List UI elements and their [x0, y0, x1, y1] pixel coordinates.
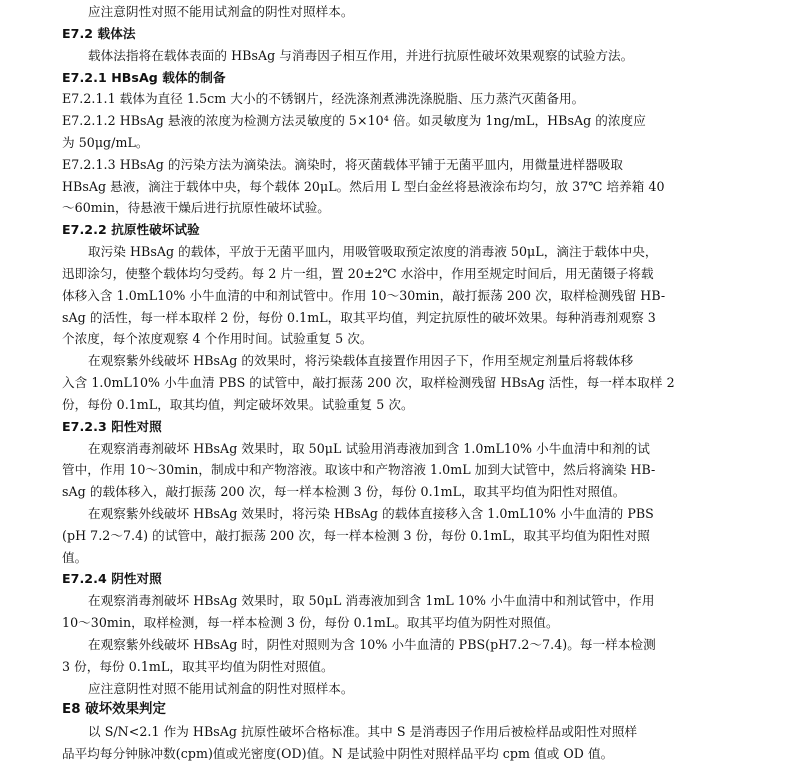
text-line: ～60min，待悬液干燥后进行抗原性破坏试验。 [62, 200, 330, 216]
text-line: 载体法指将在载体表面的 HBsAg 与消毒因子相互作用，并进行抗原性破坏效果观察的试验方法。 [88, 47, 634, 63]
text-line: 入含 1.0mL10% 小牛血清 PBS 的试管中，敲打振荡 200 次，取样检测残留 HBsAg 活性，每一样本取样 2 [62, 375, 675, 390]
text-line: 以 S/N<2.1 作为 HBsAg 抗原性破坏合格标准。其中 S 是消毒因子作用后被检样品或阳性对照样 [88, 724, 638, 740]
section-heading: E7.2.4 阴性对照 [62, 571, 162, 587]
text-line: 在观察紫外线破坏 HBsAg 效果时，将污染 HBsAg 的载体直接移入含 1.0mL10% 小牛血清的 PBS [88, 505, 654, 521]
text-line: 10～30min，取样检测，每一样本检测 3 份，每份 0.1mL。取其平均值为阴性对照值。 [62, 615, 559, 631]
text-line: sAg 的载体移入，敲打振荡 200 次，每一样本检测 3 份，每份 0.1mL，取其平均值为阳性对照值。 [62, 484, 626, 500]
text-line: 管中，作用 10～30min，制成中和产物溶液。取该中和产物溶液 1.0mL 加到大试管中，然后将滴染 HB- [62, 462, 656, 478]
section-heading: E8 破坏效果判定 [62, 702, 166, 718]
text-line: 迅即涂匀，使整个载体均匀受药。每 2 片一组，置 20±2℃ 水浴中，作用至规定时间后，用无菌镊子将载 [62, 265, 654, 281]
text-line: E7.2.1.1 载体为直径 1.5cm 大小的不锈钢片，经洗涤剂煮沸洗涤脱脂、压力蒸汽灭菌备用。 [62, 91, 585, 107]
text-line: 应注意阴性对照不能用试剂盒的阴性对照样本。 [88, 4, 354, 19]
text-line: 个浓度，每个浓度观察 4 个作用时间。试验重复 5 次。 [62, 331, 373, 347]
text-line: (pH 7.2～7.4) 的试管中，敲打振荡 200 次，每一样本检测 3 份，每份 0.1mL，取其平均值为阳性对照 [62, 527, 650, 543]
text-line: E7.2.1.2 HBsAg 悬液的浓度为检测方法灵敏度的 5×10⁴ 倍。如灵敏度为 1ng/mL，HBsAg 的浓度应 [62, 113, 646, 129]
text-line: 品平均每分钟脉冲数(cpm)值或光密度(OD)值。N 是试验中阴性对照样品平均 cpm 值或 OD 值。 [62, 746, 614, 761]
text-line: 在观察消毒剂破坏 HBsAg 效果时，取 50μL 试验用消毒液加到含 1.0mL10% 小牛血清中和剂的试 [88, 440, 650, 456]
text-line: 3 份，每份 0.1mL，取其平均值为阴性对照值。 [62, 658, 334, 674]
section-heading: E7.2.2 抗原性破坏试验 [62, 222, 200, 238]
section-heading: E7.2 载体法 [62, 25, 136, 41]
text-line: 份，每份 0.1mL，取其均值，判定破坏效果。试验重复 5 次。 [62, 396, 414, 412]
text-line: 在观察紫外线破坏 HBsAg 时，阴性对照则为含 10% 小牛血清的 PBS(pH7.2～7.4)。每一样本检测 [88, 636, 656, 652]
text-line: sAg 的活性，每一样本取样 2 份，每份 0.1mL，取其平均值，判定抗原性的破坏效果。每种消毒剂观察 3 [62, 309, 656, 325]
text-line: 应注意阴性对照不能用试剂盒的阴性对照样本。 [88, 680, 354, 696]
section-heading: E7.2.3 阳性对照 [62, 418, 162, 434]
text-line: E7.2.1.3 HBsAg 的污染方法为滴染法。滴染时，将灭菌载体平铺于无菌平皿内，用微量进样器吸取 [62, 156, 624, 172]
section-heading: E7.2.1 HBsAg 载体的制备 [62, 69, 226, 85]
text-line: 取污染 HBsAg 的载体，平放于无菌平皿内，用吸管吸取预定浓度的消毒液 50μL，滴注于载体中央， [88, 244, 658, 260]
text-line: 在观察紫外线破坏 HBsAg 的效果时，将污染载体直接置作用因子下，作用至规定剂量后将载体移 [88, 353, 634, 369]
text-line: 在观察消毒剂破坏 HBsAg 效果时，取 50μL 消毒液加到含 1mL 10% 小牛血清中和剂试管中，作用 [88, 593, 655, 609]
text-line: 体移入含 1.0mL10% 小牛血清的中和剂试管中。作用 10～30min，敲打振荡 200 次，取样检测残留 HB- [62, 287, 666, 303]
text-line: 为 50μg/mL。 [62, 134, 149, 150]
text-line: 值。 [62, 549, 88, 565]
text-line: HBsAg 悬液，滴注于载体中央，每个载体 20μL。然后用 L 型白金丝将悬液涂布均匀，放 37℃ 培养箱 40 [62, 178, 665, 194]
